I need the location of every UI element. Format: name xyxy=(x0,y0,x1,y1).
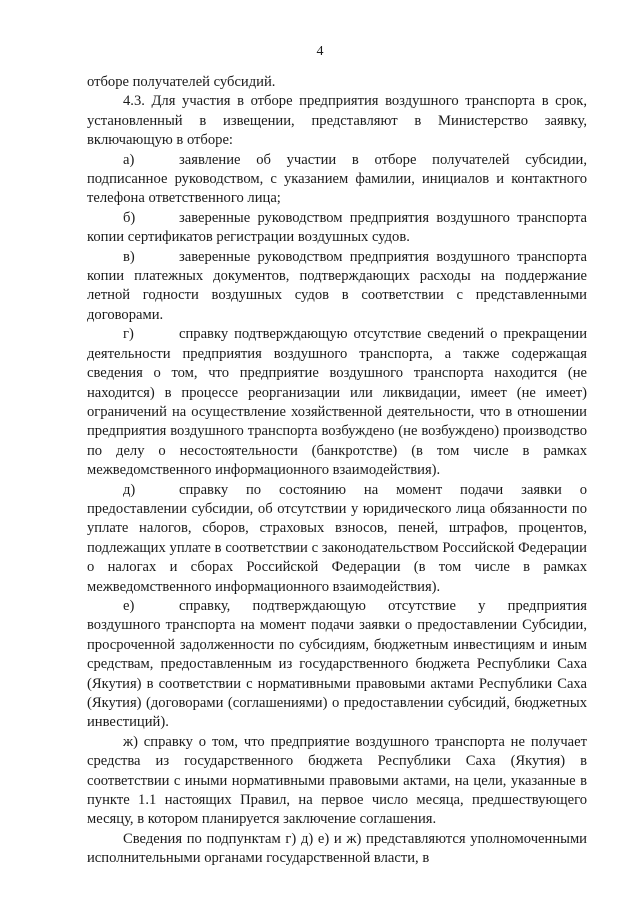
paragraph-text: справку по состоянию на момент подачи заявки о предоставлении субсидии, об отсутствии у юридического лица обязанности по уплате налогов, сборов, страховых взносов, пеней, штрафов, процентов, подлежащих уплате в соответствии с законодательством Российской Федерации о налогах и сборах Российской Федерации (в том числе в рамках межведомственного информационного взаимодействия). xyxy=(87,481,587,595)
paragraph-p7 xyxy=(87,597,587,733)
paragraph-p8 xyxy=(87,733,587,830)
paragraph-text: ж) справку о том, что предприятие воздушного транспорта не получает средства из государственного бюджета Республики Саха (Якутия) в соответствии с иными нормативными правовыми актами, на цели, указанные в пункте 1.1 настоящих Правил, на первое число месяца, предшествующего месяцу, в котором планируется заключение соглашения. xyxy=(87,733,587,828)
paragraph-p3 xyxy=(87,209,587,248)
paragraph-text: справку, подтверждающую отсутствие у предприятия воздушного транспорта на момент подачи заявки о предоставлении Субсидии, просроченной задолженности по субсидиям, бюджетным инвестициям и иным средствам, предоставленным из государственного бюджета Республики Саха (Якутия) в соответствии с нормативными правовыми актами Республики Саха (Якутия) (договорами (соглашениями) о предоставлении субсидий, бюджетных инвестиций). xyxy=(87,597,587,731)
paragraph-p4 xyxy=(87,248,587,326)
paragraph-text: справку подтверждающую отсутствие сведений о прекращении деятельности предприятия воздушного транспорта, а также содержащая сведения о том, что предприятие воздушного транспорта находится (не находится) в процессе реорганизации или ликвидации, имеет (не имеет) ограничений на осуществление хозяйственной деятельности, что в отношении предприятия воздушного транспорта возбуждено (не возбуждено) производство по делу о несостоятельности (банкротстве) (в том числе в рамках межведомственного информационного взаимодействия). xyxy=(87,326,587,479)
item-letter: е) xyxy=(123,597,135,614)
item-letter: д) xyxy=(123,481,136,498)
paragraph-text: заверенные руководством предприятия воздушного транспорта копии платежных документов, подтверждающих расходы на поддержание летной годности воздушных судов в соответствии с представленными договорами. xyxy=(87,248,587,323)
paragraph-p5 xyxy=(87,325,587,480)
paragraph-p0 xyxy=(87,73,587,92)
paragraph-text: 4.3. Для участия в отборе предприятия воздушного транспорта в срок, установленный в извещении, представляют в Министерство заявку, включающую в отборе: xyxy=(87,93,587,149)
paragraph-text: Сведения по подпунктам г) д) е) и ж) представляются уполномоченными исполнительными органами государственной власти, в xyxy=(87,830,587,867)
paragraph-text: заверенные руководством предприятия воздушного транспорта копии сертификатов регистрации воздушных судов. xyxy=(87,209,587,246)
paragraph-p9 xyxy=(87,830,587,869)
item-letter: г) xyxy=(123,326,134,343)
document-body xyxy=(87,73,587,869)
paragraph-p6 xyxy=(87,481,587,597)
page-number: 4 xyxy=(316,44,324,59)
paragraph-text: отборе получателей субсидий. xyxy=(87,74,276,90)
item-letter: б) xyxy=(123,209,136,226)
item-letter: в) xyxy=(123,248,135,265)
item-letter: а) xyxy=(123,151,135,168)
paragraph-text: заявление об участии в отборе получателей субсидии, подписанное руководством, с указанием фамилии, инициалов и контактного телефона ответственного лица; xyxy=(87,151,587,207)
paragraph-p1 xyxy=(87,92,587,150)
paragraph-p2 xyxy=(87,151,587,209)
